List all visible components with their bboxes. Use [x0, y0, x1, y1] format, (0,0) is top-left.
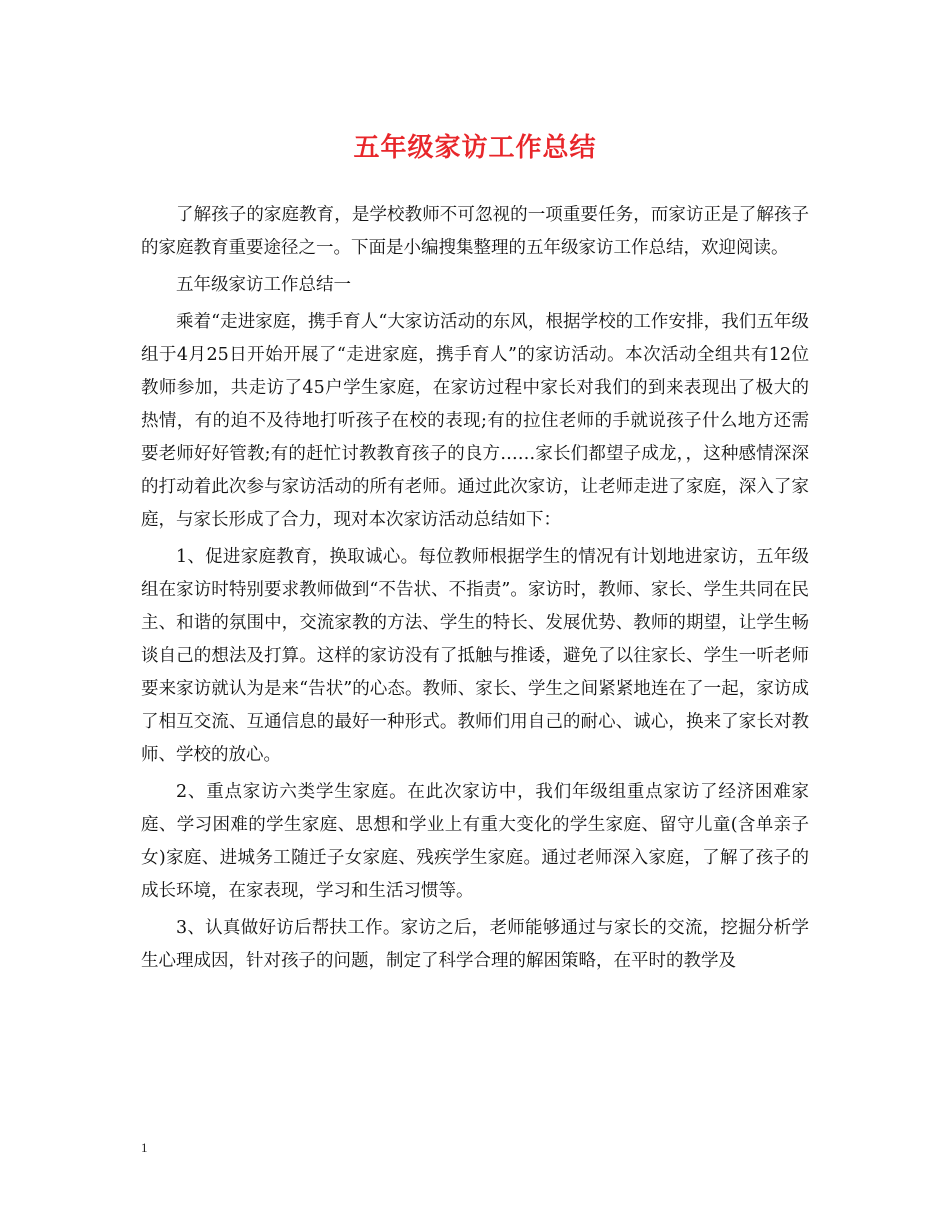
paragraph-point-1: 1、促进家庭教育，换取诚心。每位教师根据学生的情况有计划地进家访，五年级组在家访时特别要求教师做到“不告状、不指责”。家访时，教师、家长、学生共同在民主、和谐的氛围中，交流家教的方法、学生的特长、发展优势、教师的期望，让学生畅谈自己的想法及打算。这样的家访没有了抵触与推诿，避免了以往家长、学生一听老师要来家访就认为是来“告状”的心态。教师、家长、学生之间紧紧地连在了一起，家访成了相互交流、互通信息的最好一种形式。教师们用自己的耐心、诚心，换来了家长对教师、学校的放心。: [141, 547, 809, 765]
paragraph-point-2: 2、重点家访六类学生家庭。在此次家访中，我们年级组重点家访了经济困难家庭、学习困难的学生家庭、思想和学业上有重大变化的学生家庭、留守儿童(含单亲子女)家庭、进城务工随迁子女家庭、残疾学生家庭。通过老师深入家庭，了解了孩子的成长环境，在家表现，学习和生活习惯等。: [141, 782, 809, 901]
paragraph-activity: 乘着“走进家庭，携手育人“大家访活动的东风，根据学校的工作安排，我们五年级组于4月25日开始开展了“走进家庭，携手育人”的家访活动。本次活动全组共有12位教师参加，共走访了45户学生家庭，在家访过程中家长对我们的到来表现出了极大的热情，有的迫不及待地打听孩子在校的表现;有的拉住老师的手就说孩子什么地方还需要老师好好管教;有的赶忙讨教教育孩子的良方……家长们都望子成龙，，这种感情深深的打动着此次参与家访活动的所有老师。通过此次家访，让老师走进了家庭，深入了家庭，与家长形成了合力，现对本次家访活动总结如下：: [141, 312, 809, 530]
document-body: [141, 199, 809, 982]
page-number: 1: [141, 1140, 148, 1155]
section-heading: 五年级家访工作总结一: [176, 275, 351, 295]
document-title: 五年级家访工作总结: [353, 133, 597, 163]
paragraph-point-3: 3、认真做好访后帮扶工作。家访之后，老师能够通过与家长的交流，挖掘分析学生心理成因，针对孩子的问题，制定了科学合理的解困策略，在平时的教学及: [141, 918, 809, 971]
paragraph-intro: 了解孩子的家庭教育，是学校教师不可忽视的一项重要任务，而家访正是了解孩子的家庭教育重要途径之一。下面是小编搜集整理的五年级家访工作总结，欢迎阅读。: [141, 205, 809, 258]
